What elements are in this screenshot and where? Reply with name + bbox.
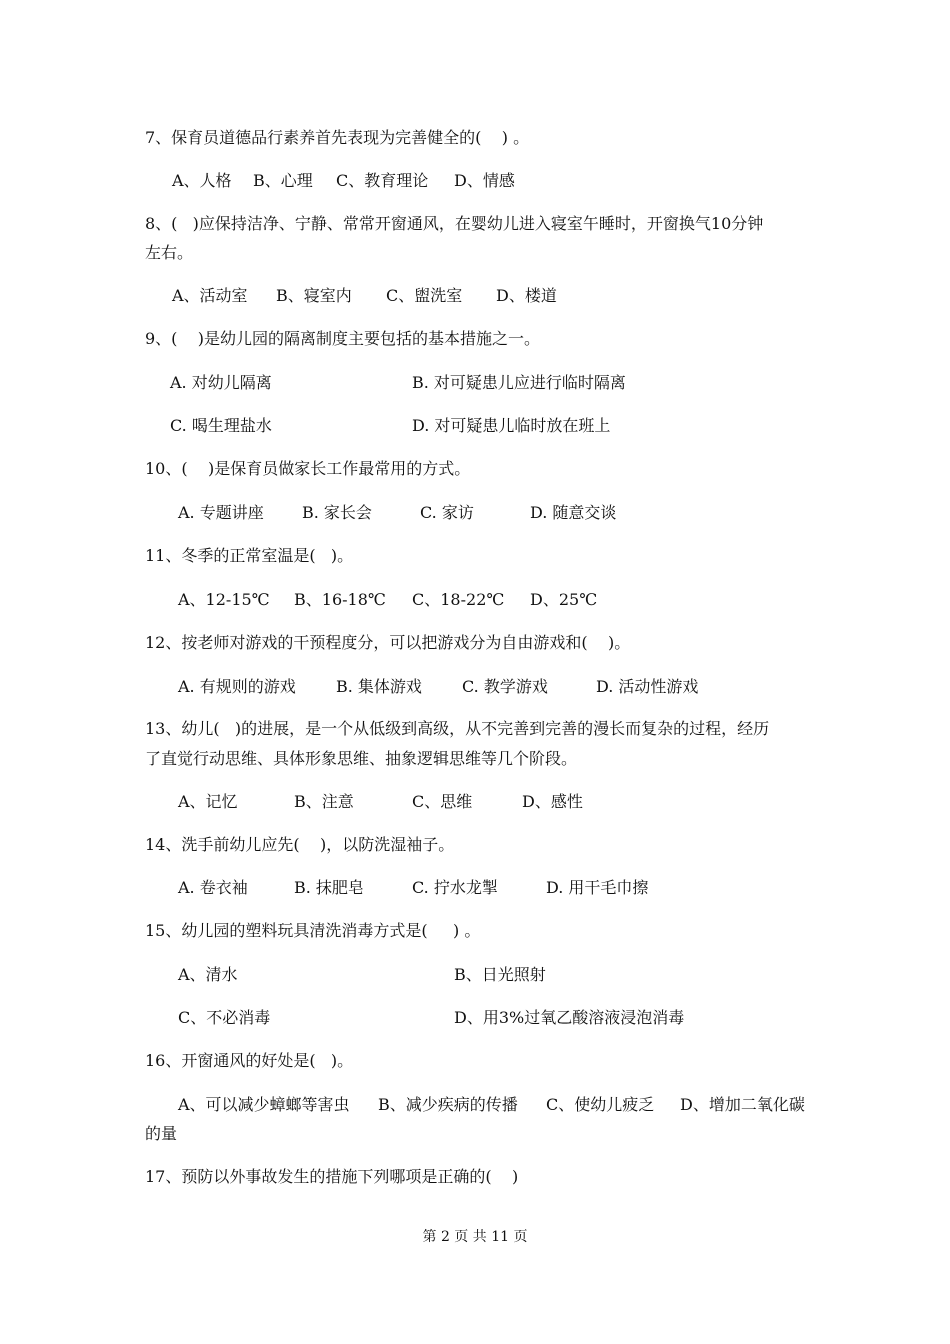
question-9-option-c: C. 喝生理盐水 [170,416,272,435]
question-9-option-a: A. 对幼儿隔离 [170,373,272,392]
question-10-option-b: B. 家长会 [302,503,372,522]
question-14-option-d: D. 用干毛巾擦 [546,878,649,897]
question-13-option-d: D、感性 [522,792,583,811]
question-15-option-b: B、日光照射 [454,965,546,984]
question-11-option-a: A、12-15℃ [178,590,270,609]
question-14-stem: 14、洗手前幼儿应先( )，以防洗湿袖子。 [145,835,455,854]
question-10-option-d: D. 随意交谈 [530,503,617,522]
question-14-option-c: C. 拧水龙掣 [412,878,498,897]
question-7-option-a: A、人格 [172,171,232,190]
question-16-option-d: D、增加二氧化碳 [680,1095,805,1114]
question-13-option-c: C、思维 [412,792,473,811]
question-12-option-b: B. 集体游戏 [336,677,422,696]
question-8-option-a: A、活动室 [172,286,248,305]
question-8-option-c: C、盥洗室 [386,286,463,305]
question-13-stem-line-2: 了直觉行动思维、具体形象思维、抽象逻辑思维等几个阶段。 [145,749,578,768]
question-11-option-c: C、18-22℃ [412,590,505,609]
question-10-option-c: C. 家访 [420,503,474,522]
question-7-option-b: B、心理 [253,171,313,190]
question-16-option-a: A、可以减少蟑螂等害虫 [178,1095,350,1114]
question-9-option-b: B. 对可疑患儿应进行临时隔离 [412,373,626,392]
page-footer: 第 2 页 共 11 页 [422,1229,528,1245]
question-11-stem: 11、冬季的正常室温是( )。 [145,546,354,565]
question-14-option-a: A. 卷衣袖 [178,878,248,897]
question-8-option-d: D、楼道 [496,286,557,305]
question-8-option-b: B、寝室内 [276,286,352,305]
question-15-option-c: C、不必消毒 [178,1008,271,1027]
question-9-stem: 9、( )是幼儿园的隔离制度主要包括的基本措施之一。 [145,329,541,348]
question-8-stem-line-1: 8、( )应保持洁净、宁静、常常开窗通风，在婴幼儿进入寝室午睡时，开窗换气10分钟 [145,214,764,233]
question-15-stem: 15、幼儿园的塑料玩具清洗消毒方式是( ) 。 [145,921,481,940]
question-16-option-c: C、使幼儿疲乏 [546,1095,655,1114]
question-9-option-d: D. 对可疑患儿临时放在班上 [412,416,611,435]
question-16-stem: 16、开窗通风的好处是( )。 [145,1051,354,1070]
question-15-option-d: D、用3%过氧乙酸溶液浸泡消毒 [454,1008,685,1027]
question-17-stem: 17、预防以外事故发生的措施下列哪项是正确的( ) [145,1167,519,1186]
question-13-stem-line-1: 13、幼儿( )的进展，是一个从低级到高级，从不完善到完善的漫长而复杂的过程，经历 [145,719,770,738]
question-8-stem-line-2: 左右。 [145,243,194,262]
question-14-option-b: B. 抹肥皂 [294,878,364,897]
question-16-option-b: B、减少疾病的传播 [378,1095,518,1114]
question-13-option-b: B、注意 [294,792,354,811]
question-13-option-a: A、记忆 [178,792,238,811]
question-10-stem: 10、( )是保育员做家长工作最常用的方式。 [145,459,471,478]
question-11-option-b: B、16-18℃ [294,590,386,609]
question-11-option-d: D、25℃ [530,590,598,609]
question-10-option-a: A. 专题讲座 [178,503,264,522]
question-12-stem: 12、按老师对游戏的干预程度分，可以把游戏分为自由游戏和( )。 [145,633,631,652]
question-7-stem: 7、保育员道德品行素养首先表现为完善健全的( ) 。 [145,128,530,147]
question-15-option-a: A、清水 [178,965,238,984]
question-7-option-d: D、情感 [454,171,515,190]
question-7-option-c: C、教育理论 [336,171,429,190]
question-12-option-a: A. 有规则的游戏 [178,677,296,696]
question-12-option-d: D. 活动性游戏 [596,677,699,696]
question-16-option-d-continued: 的量 [145,1124,178,1143]
question-12-option-c: C. 教学游戏 [462,677,548,696]
